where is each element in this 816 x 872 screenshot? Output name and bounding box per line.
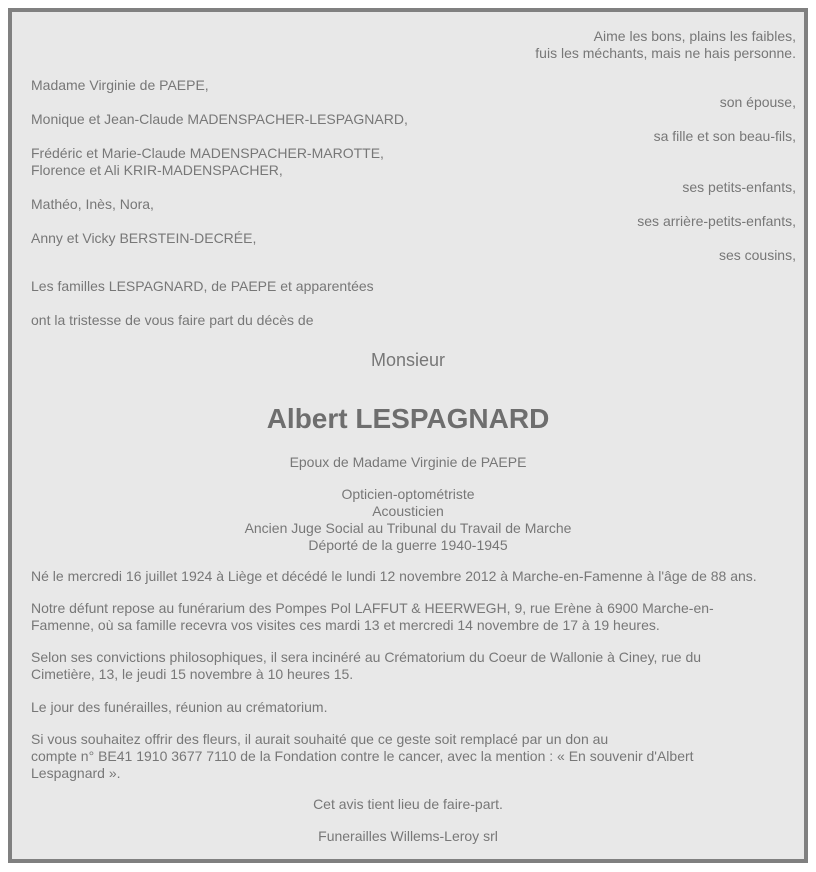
obituary-card (8, 8, 808, 863)
family-relation-daughter: sa fille et son beau-fils, (653, 128, 796, 144)
donation-paragraph-line-2: compte n° BE41 1910 3677 7110 de la Fondation contre le cancer, avec la mention : « En souvenir d'Albert (31, 748, 694, 764)
role-optician: Opticien-optométriste (341, 486, 475, 502)
families-line: Les familles LESPAGNARD, de PAEPE et apparentées (31, 278, 374, 294)
meeting-paragraph: Le jour des funérailles, réunion au crématorium. (31, 699, 328, 715)
family-relation-cousins: ses cousins, (718, 247, 796, 263)
family-name-cousins: Anny et Vicky BERSTEIN-DECRÉE, (31, 230, 257, 246)
deceased-title: Monsieur (370, 350, 446, 370)
family-name-spouse: Madame Virginie de PAEPE, (31, 77, 209, 93)
role-judge: Ancien Juge Social au Tribunal du Travail de Marche (244, 520, 572, 536)
role-acoustician: Acousticien (372, 503, 444, 519)
quote-line-2: fuis les méchants, mais ne hais personne. (535, 45, 796, 61)
family-name-great-grandchildren: Mathéo, Inès, Nora, (31, 196, 154, 212)
spouse-line: Epoux de Madame Virginie de PAEPE (289, 454, 527, 470)
family-relation-great-grandchildren: ses arrière-petits-enfants, (637, 213, 796, 229)
role-deported: Déporté de la guerre 1940-1945 (308, 537, 508, 553)
deceased-name: Albert LESPAGNARD (266, 403, 550, 434)
rest-paragraph-line-1: Notre défunt repose au funérarium des Pompes Pol LAFFUT & HEERWEGH, 9, rue Erène à 6900 Marche-en- (31, 600, 714, 616)
notice-line: Cet avis tient lieu de faire-part. (313, 796, 503, 812)
funeral-home-name: Funerailles Willems-Leroy srl (318, 828, 498, 844)
birth-death-paragraph: Né le mercredi 16 juillet 1924 à Liège et décédé le lundi 12 novembre 2012 à Marche-en-Famenne à l'âge de 88 ans. (31, 568, 757, 584)
family-name-grandchild-2: Florence et Ali KRIR-MADENSPACHER, (31, 162, 283, 178)
donation-paragraph-line-1: Si vous souhaitez offrir des fleurs, il aurait souhaité que ce geste soit remplacé par un don au (31, 731, 609, 747)
cremation-paragraph-line-2: Cimetière, 13, le jeudi 15 novembre à 10 heures 15. (31, 666, 354, 682)
donation-paragraph-line-3: Lespagnard ». (31, 765, 121, 781)
quote-line-1: Aime les bons, plains les faibles, (593, 28, 796, 44)
announcement-line: ont la tristesse de vous faire part du décès de (31, 312, 314, 328)
family-relation-grandchildren: ses petits-enfants, (682, 179, 796, 195)
family-relation-spouse: son épouse, (719, 94, 796, 110)
rest-paragraph-line-2: Famenne, où sa famille recevra vos visites ces mardi 13 et mercredi 14 novembre de 17 à 19 heures. (31, 617, 660, 633)
family-name-grandchild-1: Frédéric et Marie-Claude MADENSPACHER-MAROTTE, (31, 145, 384, 161)
cremation-paragraph-line-1: Selon ses convictions philosophiques, il sera incinéré au Crématorium du Coeur de Wallonie à Ciney, rue du (31, 649, 702, 665)
family-name-daughter: Monique et Jean-Claude MADENSPACHER-LESPAGNARD, (31, 111, 408, 127)
